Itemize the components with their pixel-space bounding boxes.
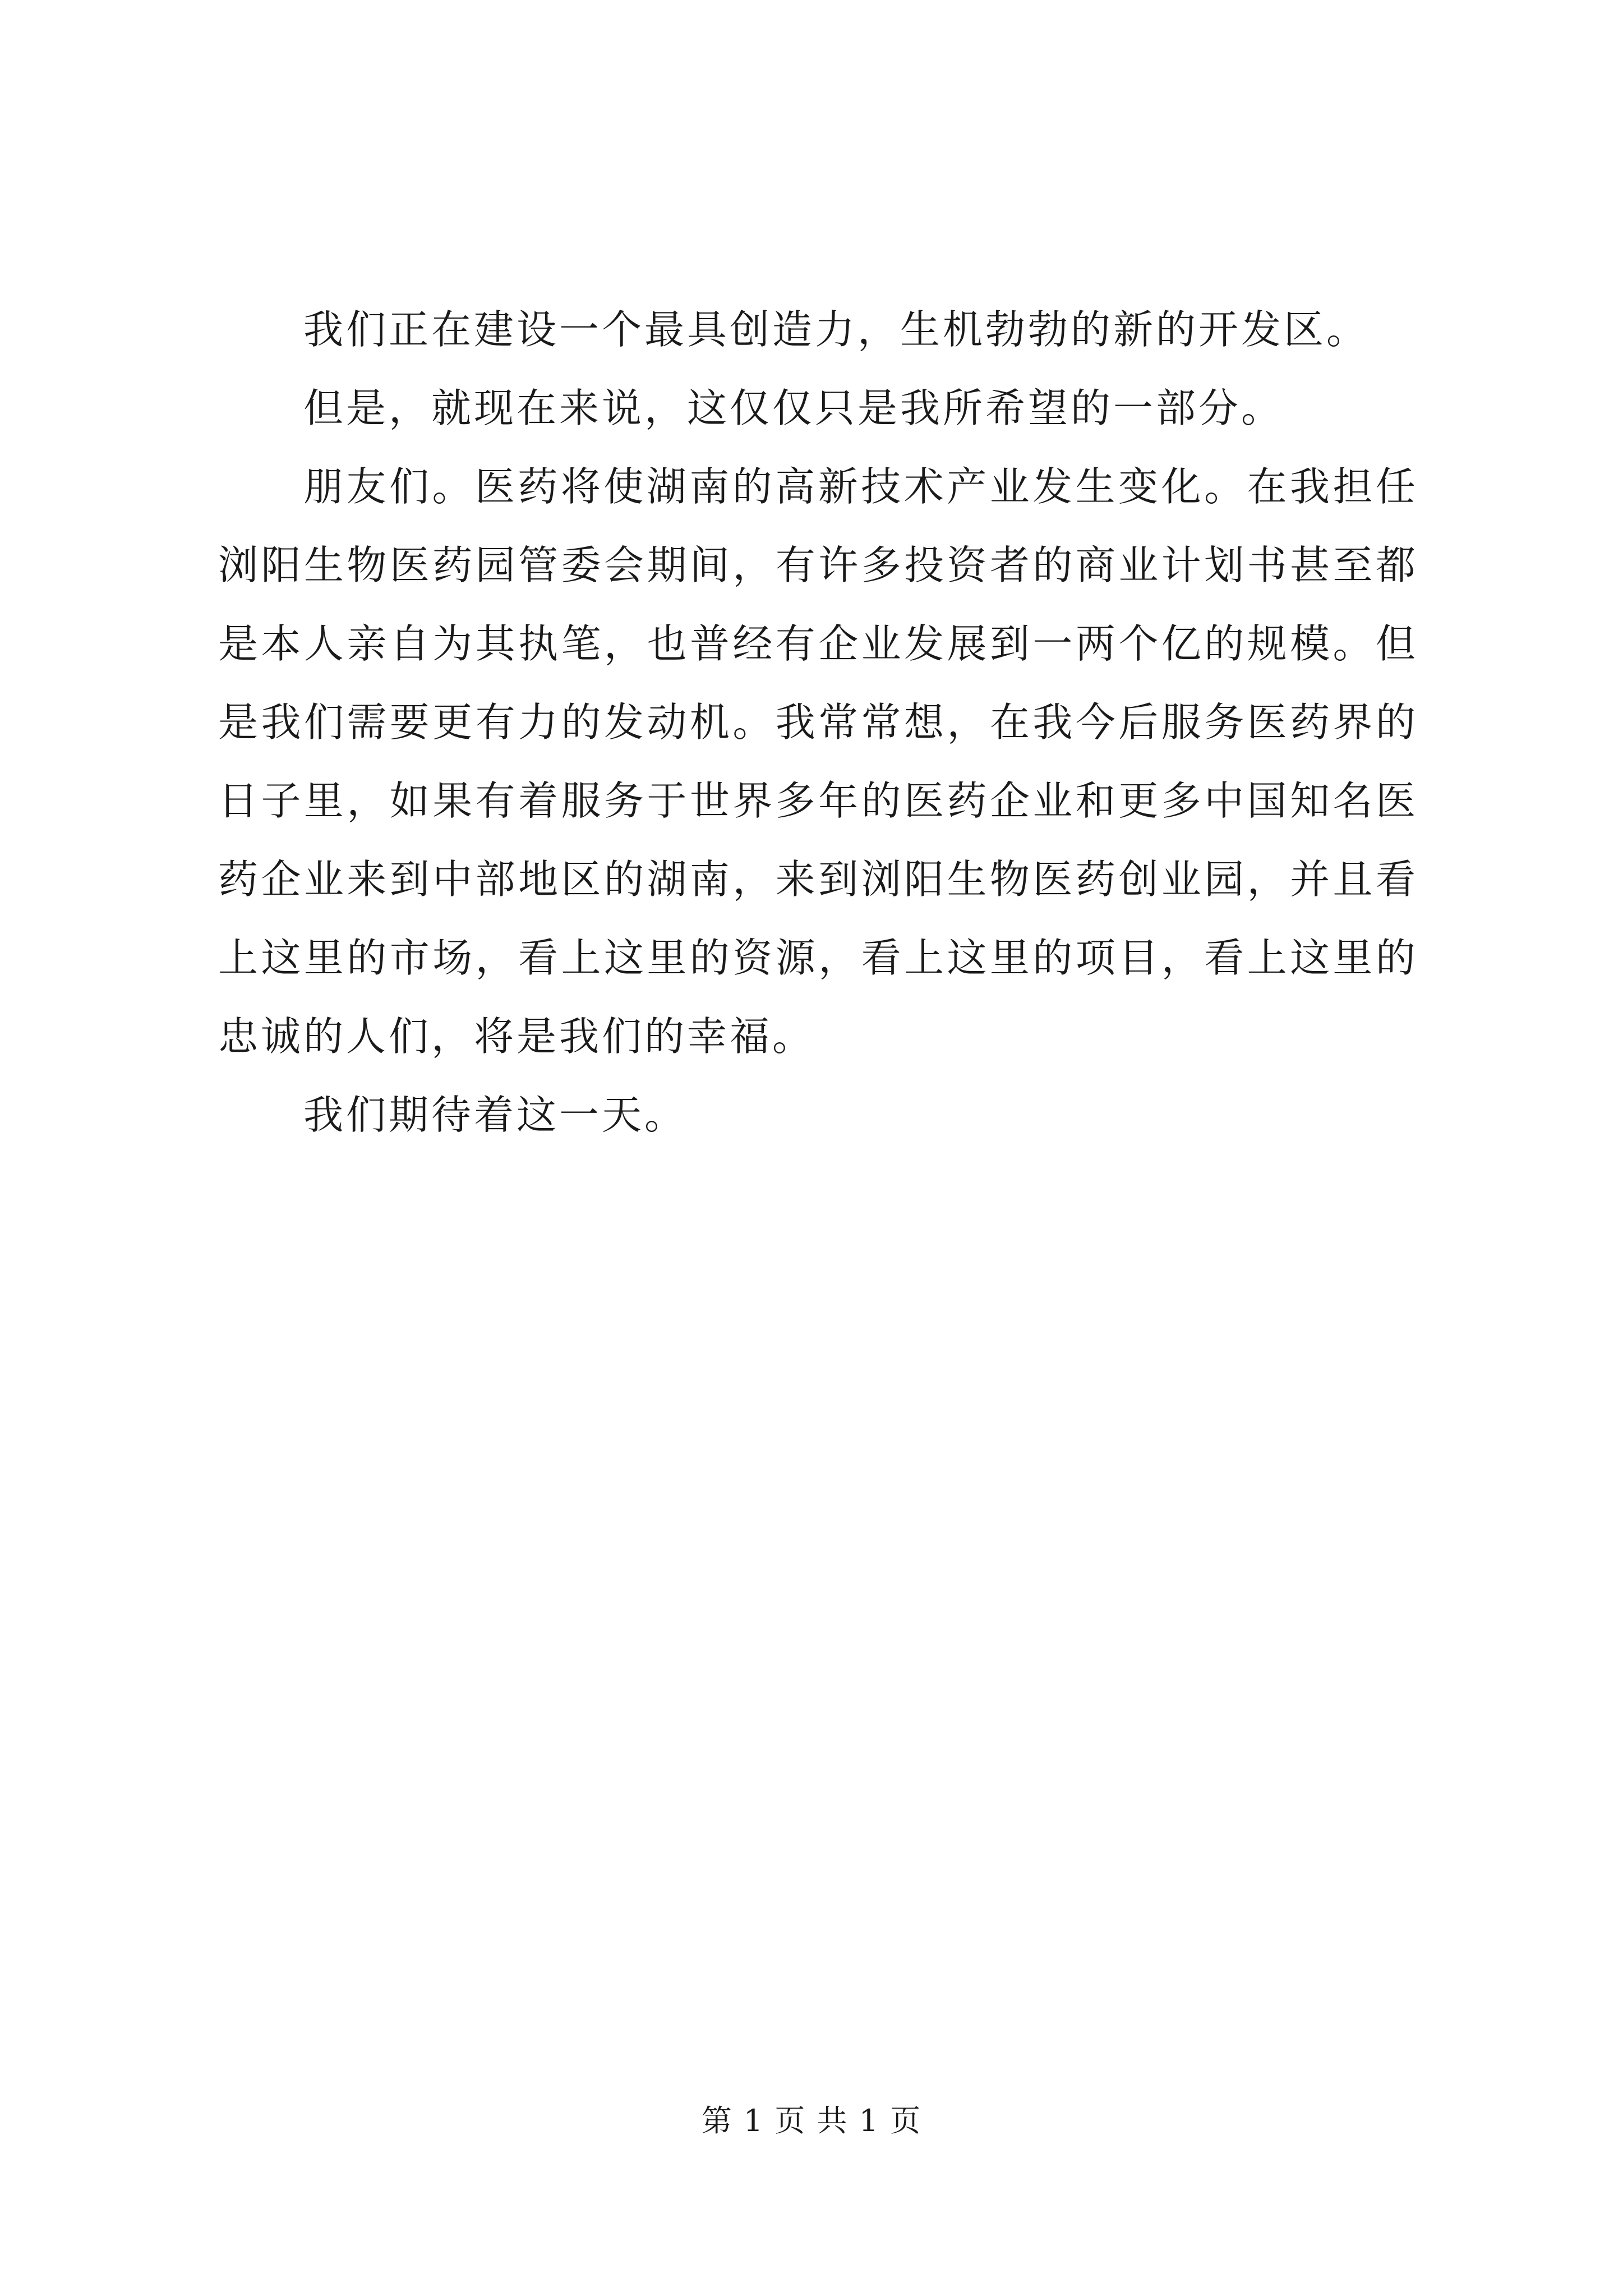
- page-footer: 第 1 页 共 1 页: [701, 2103, 922, 2138]
- paragraph-1: 我们正在建设一个最具创造力，生机勃勃的新的开发区。: [303, 306, 1370, 353]
- paragraph-3: 朋友们。医药将使湖南的高新技术产业发生变化。在我担任浏阳生物医药园管委会期间，有许多投资者的商业计划书甚至都是本人亲自为其执笔，也普经有企业发展到一两个亿的规模。但是我们需要更有力的发动机。我常常想，在我今后服务医药界的日子里，如果有着服务于世界多年的医药企业和更多中国知名医药企业来到中部地区的湖南，来到浏阳生物医药创业园，并且看上这里的市场，看上这里的资源，看上这里的项目，看上这里的忠诚的人们，将是我们的幸福。: [218, 463, 1418, 1060]
- paragraph-2: 但是，就现在来说，这仅仅只是我所希望的一部分。: [303, 385, 1284, 431]
- document-body: [218, 291, 1418, 1154]
- paragraph-4: 我们期待着这一天。: [303, 1092, 688, 1138]
